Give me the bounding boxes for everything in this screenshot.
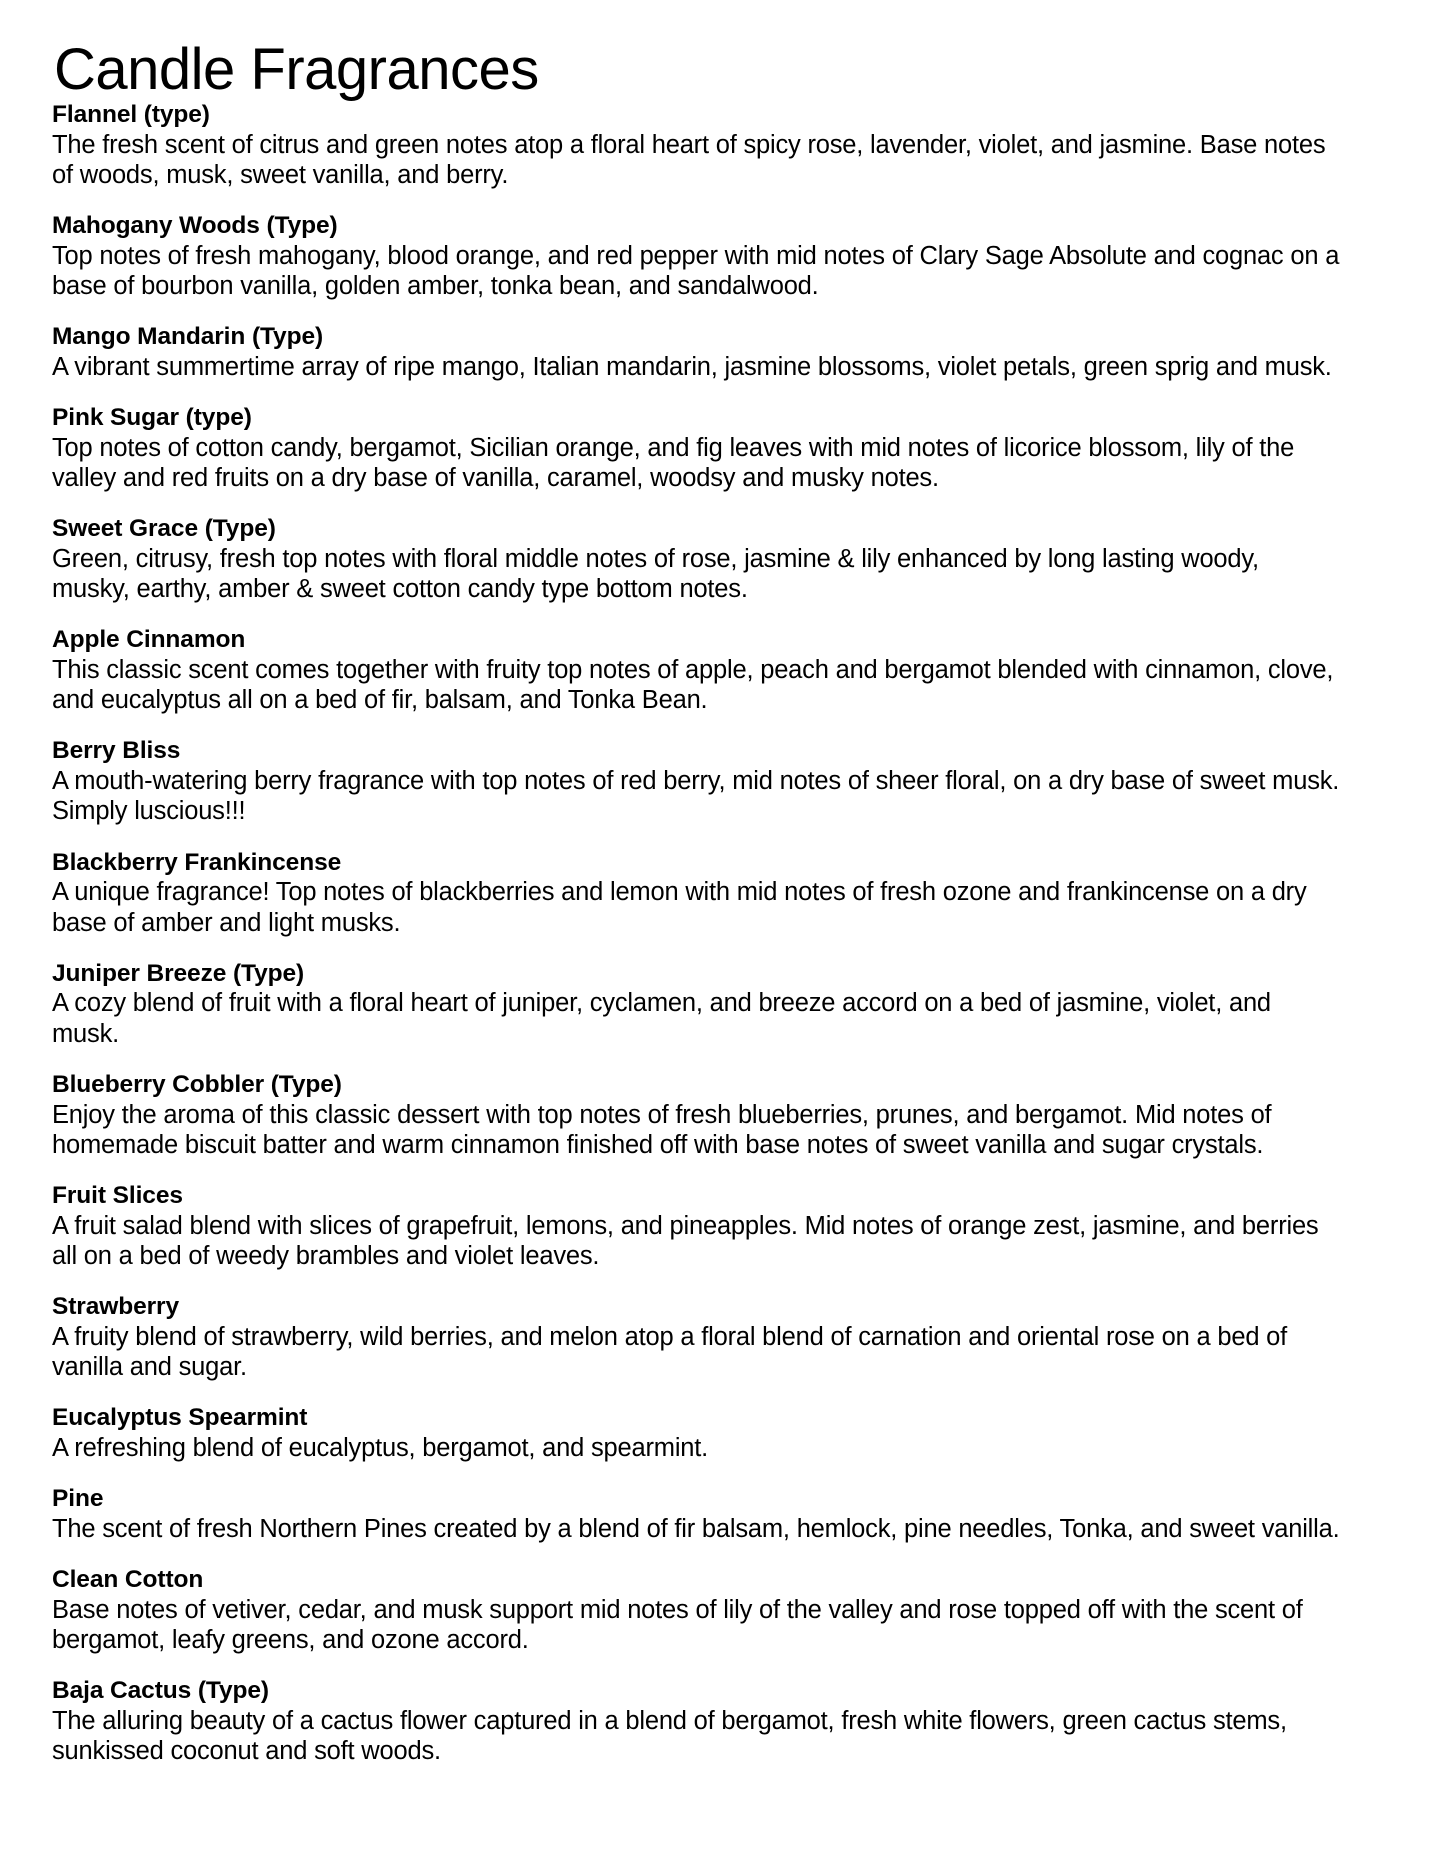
fragrance-name: Mango Mandarin (Type) [52,323,324,351]
fragrance-name: Sweet Grace (Type) [52,515,276,543]
fragrance-name: Pine [52,1484,104,1512]
fragrance-name: Blackberry Frankincense [52,848,342,876]
fragrance-description: Base notes of vetiver, cedar, and musk support mid notes of lily of the valley and rose topped off with the scent of bergamot, leafy greens, and ozone accord. [52,1595,1303,1654]
fragrance-entry [52,737,1393,826]
fragrance-description: A mouth-watering berry fragrance with top notes of red berry, mid notes of sheer floral, on a dry base of sweet musk. Simply luscious!!! [52,767,1340,826]
fragrance-description: The alluring beauty of a cactus flower captured in a blend of bergamot, fresh white flowers, green cactus stems, sunkissed coconut and soft woods. [52,1706,1287,1765]
fragrance-name: Eucalyptus Spearmint [52,1403,308,1431]
fragrance-description: A fruit salad blend with slices of grapefruit, lemons, and pineapples. Mid notes of orange zest, jasmine, and berries all on a bed of weedy brambles and violet leaves. [52,1211,1319,1270]
fragrance-entry [52,1404,1393,1463]
fragrance-description: Top notes of fresh mahogany, blood orange, and red pepper with mid notes of Clary Sage Absolute and cognac on a base of bourbon vanilla, golden amber, tonka bean, and sandalwood. [52,242,1340,301]
fragrance-description: A vibrant summertime array of ripe mango, Italian mandarin, jasmine blossoms, violet petals, green sprig and musk. [52,353,1332,382]
fragrance-entry [52,960,1393,1049]
fragrance-name: Clean Cotton [52,1565,204,1593]
fragrance-name: Baja Cactus (Type) [52,1676,269,1704]
fragrance-entry [52,1566,1393,1655]
fragrance-name: Juniper Breeze (Type) [52,959,305,987]
fragrance-name: Pink Sugar (type) [52,404,252,432]
fragrance-description: The scent of fresh Northern Pines created by a blend of fir balsam, hemlock, pine needles, Tonka, and sweet vanilla. [52,1514,1340,1543]
fragrance-description: Green, citrusy, fresh top notes with floral middle notes of rose, jasmine & lily enhanced by long lasting woody, musky, earthy, amber & sweet cotton candy type bottom notes. [52,545,1259,604]
fragrance-entry [52,101,1393,190]
fragrance-entry [52,626,1393,715]
fragrance-entry [52,1677,1393,1766]
fragrance-description: The fresh scent of citrus and green notes atop a floral heart of spicy rose, lavender, violet, and jasmine. Base notes of woods, musk, sweet vanilla, and berry. [52,131,1326,190]
page-title: Candle Fragrances [54,37,539,102]
fragrance-entry [52,404,1393,493]
fragrance-name: Blueberry Cobbler (Type) [52,1070,342,1098]
fragrance-description: A fruity blend of strawberry, wild berries, and melon atop a floral blend of carnation and oriental rose on a bed of vanilla and sugar. [52,1322,1288,1381]
fragrance-description: This classic scent comes together with fruity top notes of apple, peach and bergamot blended with cinnamon, clove, and eucalyptus all on a bed of fir, balsam, and Tonka Bean. [52,656,1334,715]
fragrance-description: A unique fragrance! Top notes of blackberries and lemon with mid notes of fresh ozone and frankincense on a dry base of amber and light musks. [52,878,1307,937]
fragrance-entry [52,1071,1393,1160]
fragrance-description: Enjoy the aroma of this classic dessert with top notes of fresh blueberries, prunes, and bergamot. Mid notes of homemade biscuit batter and warm cinnamon finished off with base notes of sweet vanilla and sugar crystals. [52,1100,1272,1159]
fragrance-name: Flannel (type) [52,101,210,129]
fragrance-name: Apple Cinnamon [52,626,246,654]
fragrance-entry [52,323,1393,382]
fragrance-name: Fruit Slices [52,1181,183,1209]
fragrance-entry [52,1293,1393,1382]
fragrance-description: A refreshing blend of eucalyptus, bergamot, and spearmint. [52,1433,709,1462]
fragrance-entry [52,515,1393,604]
fragrance-description: Top notes of cotton candy, bergamot, Sicilian orange, and fig leaves with mid notes of licorice blossom, lily of the valley and red fruits on a dry base of vanilla, caramel, woodsy and musky notes. [52,434,1295,493]
fragrance-entry [52,1485,1393,1544]
fragrance-description: A cozy blend of fruit with a floral heart of juniper, cyclamen, and breeze accord on a bed of jasmine, violet, and musk. [52,989,1271,1048]
fragrance-name: Berry Bliss [52,737,181,765]
fragrance-name: Mahogany Woods (Type) [52,212,338,240]
fragrance-entry [52,1182,1393,1271]
fragrance-name: Strawberry [52,1292,180,1320]
fragrance-entry [52,849,1393,938]
fragrance-entry [52,212,1393,301]
